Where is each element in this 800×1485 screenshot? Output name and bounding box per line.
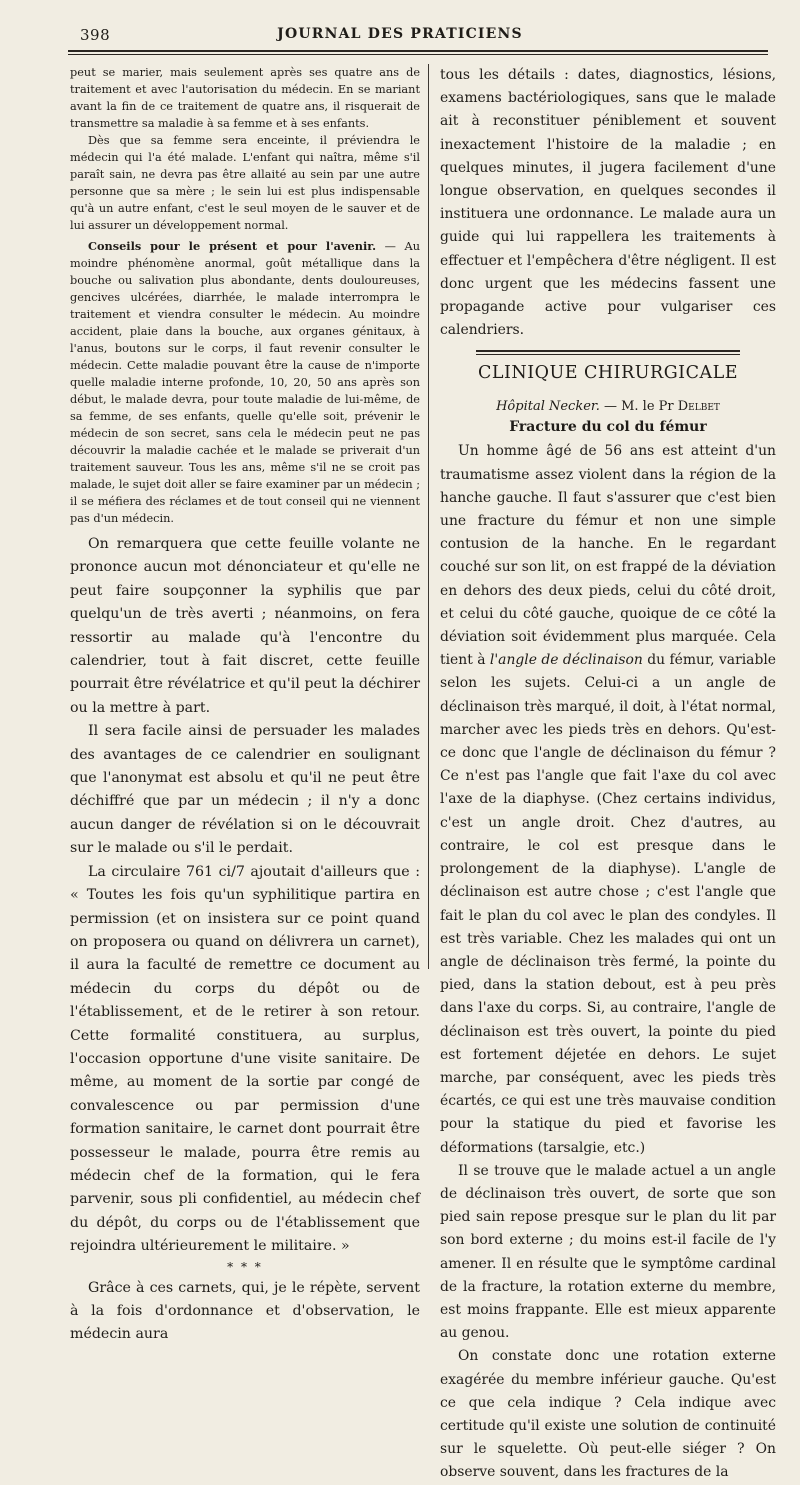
paragraph-text: — Au moindre phénomène anormal, goût métallique dans la bouche ou salivation plus abondante, dents douloureuses, gencives ulcérées, diarrhée, le malade interrompra le traitement et viendra consulter le médecin. Au moindre accident, plaie dans la bouche, aux organes génitaux, à l'anus, boutons sur le corps, il faut revenir consulter le médecin. Cette maladie pouvant être la cause de n'importe quelle maladie interne profonde, 10, 20, 50 ans après son début, le malade devra, pour toute maladie de lui-même, de sa femme, de ses enfants, quelle qu'elle soit, prévenir le médecin de son secret, sans cela le médecin peut ne pas découvrir la maladie cachée et le malade se priverait d'un traitement sauveur. Tous les ans, même s'il ne se croit pas malade, le sujet doit aller se faire examiner par un médecin ; il se méfiera des réclames et de tout conseil qui ne viennent pas d'un médecin. [70,240,420,525]
byline [440,397,776,417]
small-paragraph-3 [70,238,420,527]
page-number: 398 [80,26,111,44]
left-column [70,64,420,1343]
paragraph-text: Dès que sa femme sera enceinte, il préviendra le médecin qui l'a été malade. L'enfant qui naîtra, même s'il paraît sain, ne devra pas être allaité au sein par une autre personne que sa mère ; le sein lui est plus indispensable qu'à un autre enfant, c'est le seul moyen de le sauver et de lui assurer un développement normal. [70,134,420,232]
article-title: Fracture du col du fémur [509,419,707,436]
author-name: Delbet [677,399,720,415]
article-paragraph-1 [440,440,776,1159]
running-head [0,26,800,48]
paragraph-text: du fémur, variable selon les sujets. Celui-ci a un angle de déclinaison très marqué, il doit, à l'état normal, marcher avec les pieds très en dehors. Qu'est-ce donc que l'angle de déclinaison du fémur ? Ce n'est pas l'angle que fait l'axe du col avec l'axe de la diaphyse. (Chez certains individus, c'est un angle droit. Chez d'autres, au contraire, le col est presque dans le prolongement de la diaphyse). L'angle de déclinaison est autre chose ; c'est l'angle que fait le plan du col avec le plan des condyles. Il est très variable. Chez les malades qui ont un angle de déclinaison très fermé, la pointe du pied, dans la station debout, est à peu près dans l'axe du corps. Si, au contraire, l'angle de déclinaison est très ouvert, la pointe du pied est fortement déjetée en dehors. Le sujet marche, par conséquent, avec les pieds très écartés, ce qui est une très mauvaise condition pour la statique du pied et favorise les déformations (tarsalgie, etc.) [440,652,777,1156]
section-rule [476,350,740,352]
asterism: * * * [227,1259,263,1274]
hospital-name: Hôpital Necker. [496,399,600,415]
section-title: CLINIQUE CHIRURGICALE [477,363,739,384]
section-rule-thin [476,354,740,355]
small-paragraph-1 [70,64,420,132]
article-paragraph-3: On constate donc une rotation externe exagérée du membre inférieur gauche. Qu'est ce que cela indique ? Cela indique avec certitude qu'il existe une solution de continuité sur le squelette. Où peut-elle siéger ? On observe souvent, dans les fractures de la [440,1348,776,1481]
journal-title: JOURNAL DES PRATICIENS [277,26,523,42]
body-paragraph-1: On remarquera que cette feuille volante ne prononce aucun mot dénonciateur et qu'elle ne peut faire soupçonner la syphilis que par quelqu'un de très averti ; néanmoins, on fera ressortir au malade qu'à l'encontre du calendrier, tout à fait discret, cette feuille pourrait être révélatrice et qu'il peut la déchirer ou la mettre à part. [70,536,420,716]
article-paragraph-2: Il se trouve que le malade actuel a un angle de déclinaison très ouvert, de sorte que son pied sain repose presque sur le plan du lit par son bord externe ; du moins est-il facile de l'y amener. Il en résulte que le symptôme cardinal de la fracture, la rotation externe du membre, est moins frappante. Elle est mieux apparente au genou. [440,1162,776,1342]
body-paragraph-4: Grâce à ces carnets, qui, je le répète, servent à la fois d'ordonnance et d'observation, le médecin aura [70,1279,420,1343]
header-rule [68,50,768,52]
paragraph-text: peut se marier, mais seulement après ses quatre ans de traitement et avec l'autorisation du médecin. En se mariant avant la fin de ce traitement de quatre ans, il risquerait de transmettre sa maladie à sa femme et à ses enfants. [70,66,420,130]
author-prefix: — M. le Pr [599,399,678,415]
column-divider [428,64,429,969]
intro-paragraph: tous les détails : dates, diagnostics, lésions, examens bactériologiques, sans que le malade ait à reconstituer péniblement et souvent inexactement l'histoire de la maladie ; en quelques minutes, il jugera facilement d'une longue observation, en quelques secondes il instituera une ordonnance. Le malade aura un guide qui lui rappellera les traitements à effectuer et l'empêchera d'être négligent. Il est donc urgent que les médecins fassent une propagande active pour vulgariser ces calendriers. [440,67,776,339]
paragraph-text: Un homme âgé de 56 ans est atteint d'un traumatisme assez violent dans la région de la hanche gauche. Il faut s'assurer que c'est bien une fracture du fémur et non une simple contusion de la hanche. En le regardant couché sur son lit, on est frappé de la déviation en dehors des deux pieds, celui du côté droit, et celui du côté gauche, quoique de ce côté la déviation soit évidemment plus marquée. Cela tient à [440,443,776,669]
right-column [440,64,777,1481]
body-paragraph-3: La circulaire 761 ci/7 ajoutait d'ailleurs que : « Toutes les fois qu'un syphilitique partira en permission (et on insistera sur ce point quand on proposera ou quand on délivrera un carnet), il aura la faculté de remettre ce document au médecin du corps du dépôt ou de l'établissement, et de le retirer à son retour. Cette formalité constituera, au surplus, l'occasion opportune d'une visite sanitaire. De même, au moment de la sortie par congé de convalescence ou par permission d'une formation sanitaire, le carnet dont pourrait être possesseur le malade, pourra être remis au médecin chef de la formation, qui le fera parvenir, sous pli confidentiel, au médecin chef du dépôt, du corps ou de l'établissement que rejoindra ultérieurement le militaire. » [70,863,420,1255]
header-rule-thin [68,54,768,55]
body-paragraph-2: Il sera facile ainsi de persuader les malades des avantages de ce calendrier en soulignant que l'anonymat est absolu et qu'il ne peut être déchiffré que par un médecin ; il n'y a donc aucun danger de révélation si on le découvrait sur le malade ou s'il le perdait. [70,723,420,857]
emphasis-term: l'angle de déclinaison [489,652,643,669]
small-paragraph-2 [70,132,420,234]
paragraph-lead: Conseils pour le présent et pour l'avenir. [88,239,377,253]
